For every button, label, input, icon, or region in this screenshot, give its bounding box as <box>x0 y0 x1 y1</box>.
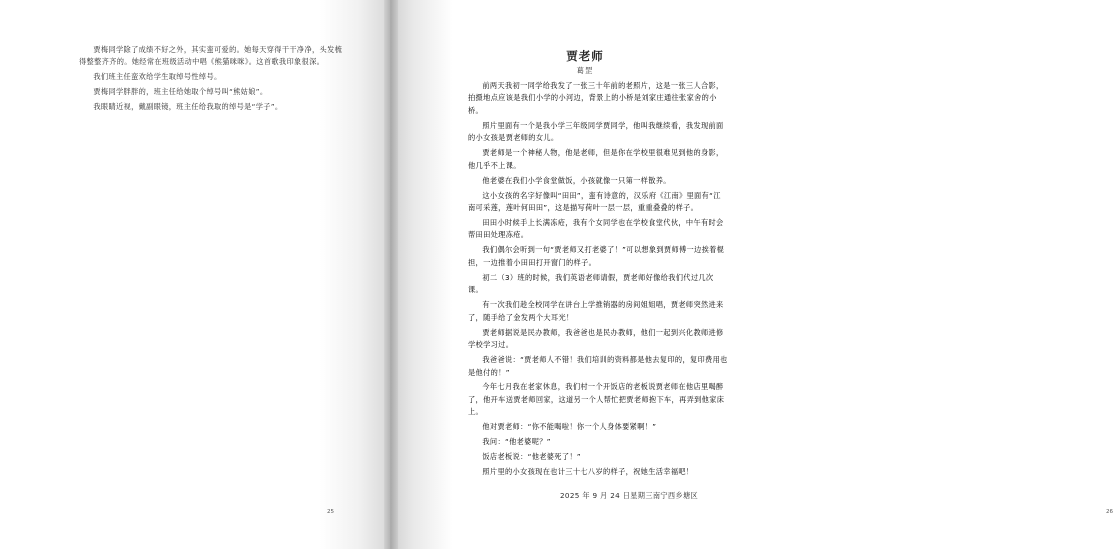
left-paragraph: 我们班主任蛮欢给学生取绰号性绰号。 <box>93 72 222 81</box>
left-page <box>0 0 390 549</box>
article-title: 贾老师 <box>566 49 604 63</box>
right-paragraph: 我问：“他老婆呢？” <box>482 437 551 447</box>
right-paragraph: 这小女孩的名字好像叫“田田”，蛮有诗意的，汉乐府《江南》里面有“江南可采莲，莲叶何田田”，这是描写荷叶一层一层，重重叠叠的样子。 <box>468 190 721 213</box>
right-paragraph: 照片里面有一个是我小学三年级同学贾同学，他叫我继续看，我发现前面的小女孩是贾老师的女儿。 <box>468 120 724 143</box>
date-place-line: 2025 年 9 月 24 日星期三南宁西乡塘区 <box>560 491 699 500</box>
right-paragraph: 我爸爸说：“贾老师人不错！我们培训的资料都是他去复印的，复印费用也是他付的！” <box>468 355 728 377</box>
right-paragraph: 照片里的小女孩现在也计三十七八岁的样子，祝她生活幸福吧！ <box>482 467 694 477</box>
right-paragraph: 初二（3）班的时候，我们英语老师请假，贾老师好像给我们代过几次课。 <box>468 272 714 295</box>
left-paragraph: 我眼睛近视，戴副眼镜，班主任给我取的绰号是“学子”。 <box>93 101 283 111</box>
right-paragraph: 前两天我初一同学给我发了一张三十年前的老照片，这是一张三人合影，拍摄地点应该是我们小学的小河边，背景上的小桥是刘家庄通往张家舍的小桥。 <box>468 81 724 115</box>
right-paragraph: 饭店老板说：“他老婆死了！” <box>482 452 581 462</box>
right-page-text <box>468 80 728 481</box>
right-paragraph: 有一次我们趁全校同学在讲台上学推销器的房间姐姐唱，贾老师突然进来了，随手给了金发两个大耳光！ <box>468 300 724 322</box>
right-paragraph: 贾老师据说是民办教师，我爸爸也是民办教师，他们一起到兴化教师进修学校学习过。 <box>468 327 724 350</box>
left-paragraph: 贾梅同学除了成绩不好之外，其实蛮可爱的。她每天穿得干干净净，头发梳得整整齐齐的。她经常在班级活动中唱《熊猫咪咪》。这首歌我印象很深。 <box>79 45 343 67</box>
right-paragraph: 今年七月我在老家休息，我们村一个开饭店的老板说贾老师在他店里喝醉了，他开车送贾老师回家，这道另一个人帮忙把贾老师抱下车，再弄到他家床上。 <box>468 382 725 417</box>
right-paragraph: 贾老师是一个神秘人物，他是老师，但是你在学校里很难见到他的身影，他几乎不上课。 <box>468 148 724 170</box>
right-page-number: 26 <box>1106 509 1113 515</box>
article-author: 葛罡 <box>576 66 594 75</box>
book-spine-shadow <box>384 0 398 549</box>
right-paragraph: 他对贾老师：“你不能喝啦！你一个人身体要紧啊！” <box>482 422 657 432</box>
left-page-number: 25 <box>327 509 334 515</box>
right-paragraph: 田田小时候手上长满冻疮，我有个女同学也在学校食堂代伙，中午有时会帮田田处理冻疮。 <box>468 218 724 240</box>
left-page-text <box>79 44 349 115</box>
left-paragraph: 贾梅同学胖胖的，班主任给她取个绰号叫“熊姑娘”。 <box>93 86 268 96</box>
right-paragraph: 他老婆在我们小学食堂做饭，小孩就像一只第一样散养。 <box>482 175 671 185</box>
right-paragraph: 我们偶尔会听到一句“贾老师又打老婆了！”可以想象到贾师傅一边挨着棍担，一边推着小田田打开窗门的样子。 <box>468 245 725 267</box>
